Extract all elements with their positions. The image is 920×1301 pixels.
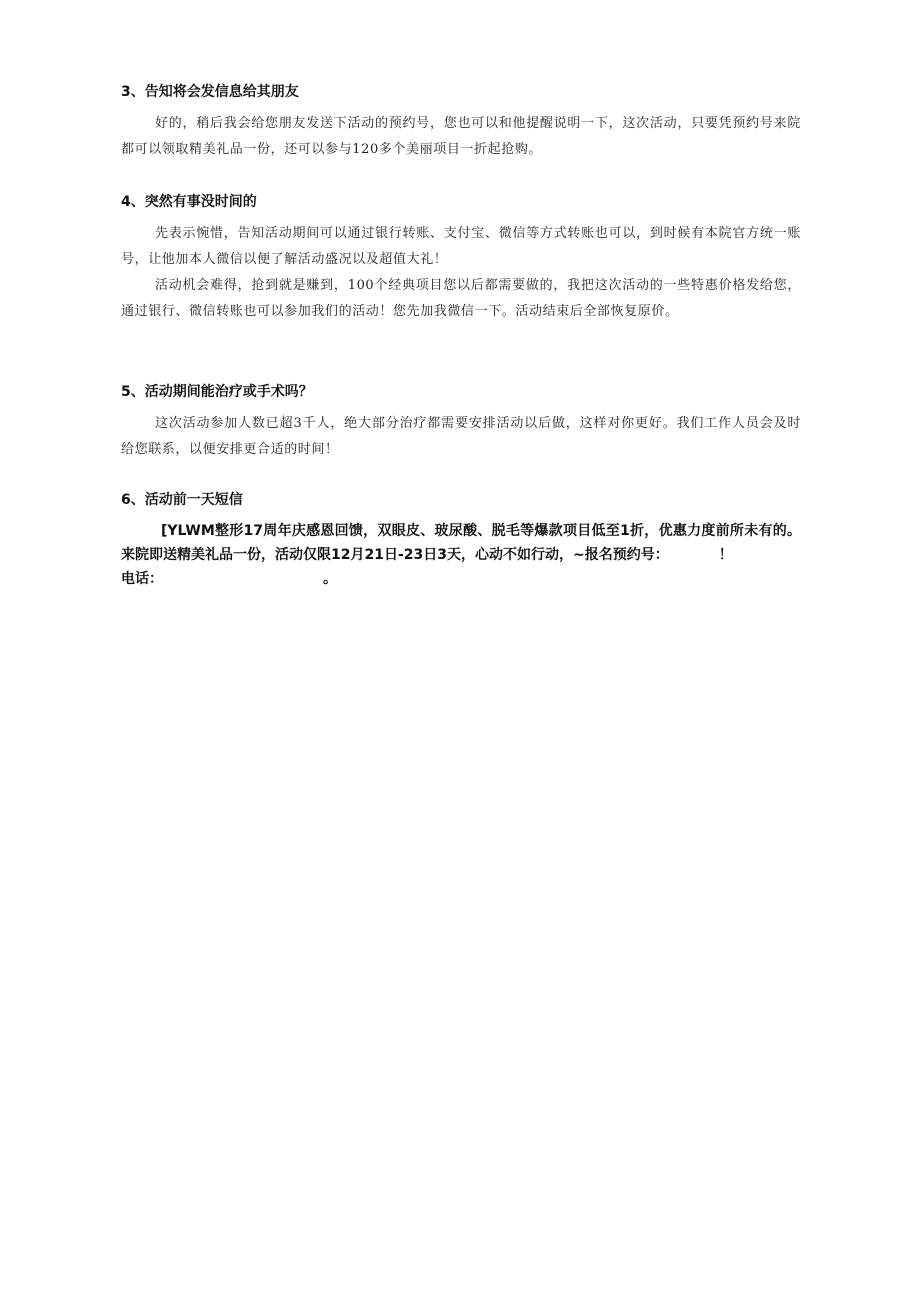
- sms-text-main: [YLWM整形17周年庆感恩回馈，双眼皮、玻尿酸、脱毛等爆款项目低至1折，优惠力度前所未有的。来院即送精美礼品一份，活动仅限12月21日-23日3天，心动不如行动，~报名预约号：: [121, 523, 801, 563]
- section-paragraph: 这次活动参加人数已超3千人，绝大部分治疗都需要安排活动以后做，这样对你更好。我们工作人员会及时给您联系，以便安排更合适的时间！: [121, 416, 801, 457]
- section-paragraph: 活动机会难得，抢到就是赚到，100个经典项目您以后都需要做的，我把这次活动的一些特惠价格发给您，通过银行、微信转账也可以参加我们的活动！您先加我微信一下。活动结束后全部恢复原价。: [121, 278, 801, 319]
- section-heading: 3、告知将会发信息给其朋友: [121, 84, 299, 100]
- section-heading: 5、活动期间能治疗或手术吗？: [121, 384, 313, 400]
- section-notify-friend: [121, 82, 801, 163]
- sms-message: [121, 519, 801, 591]
- sms-text-end: 。: [323, 571, 337, 587]
- section-paragraph: 好的，稍后我会给您朋友发送下活动的预约号，您也可以和他提醒说明一下，这次活动，只要凭预约号来院都可以领取精美礼品一份，还可以参与120多个美丽项目一折起抢购。: [121, 116, 801, 157]
- sms-text-exclaim: ！: [718, 547, 733, 563]
- section-heading: 6、活动前一天短信: [121, 492, 243, 508]
- section-heading: 4、突然有事没时间的: [121, 194, 257, 210]
- section-no-time: [121, 192, 801, 325]
- section-sms-reminder: [121, 490, 801, 591]
- section-treatment-question: [121, 382, 801, 463]
- sms-phone-label: 电话：: [121, 571, 163, 587]
- sms-message-body: [121, 519, 801, 567]
- section-paragraph: 先表示惋惜，告知活动期间可以通过银行转账、支付宝、微信等方式转账也可以，到时候有本院官方统一账号，让他加本人微信以便了解活动盛况以及超值大礼！: [121, 226, 801, 267]
